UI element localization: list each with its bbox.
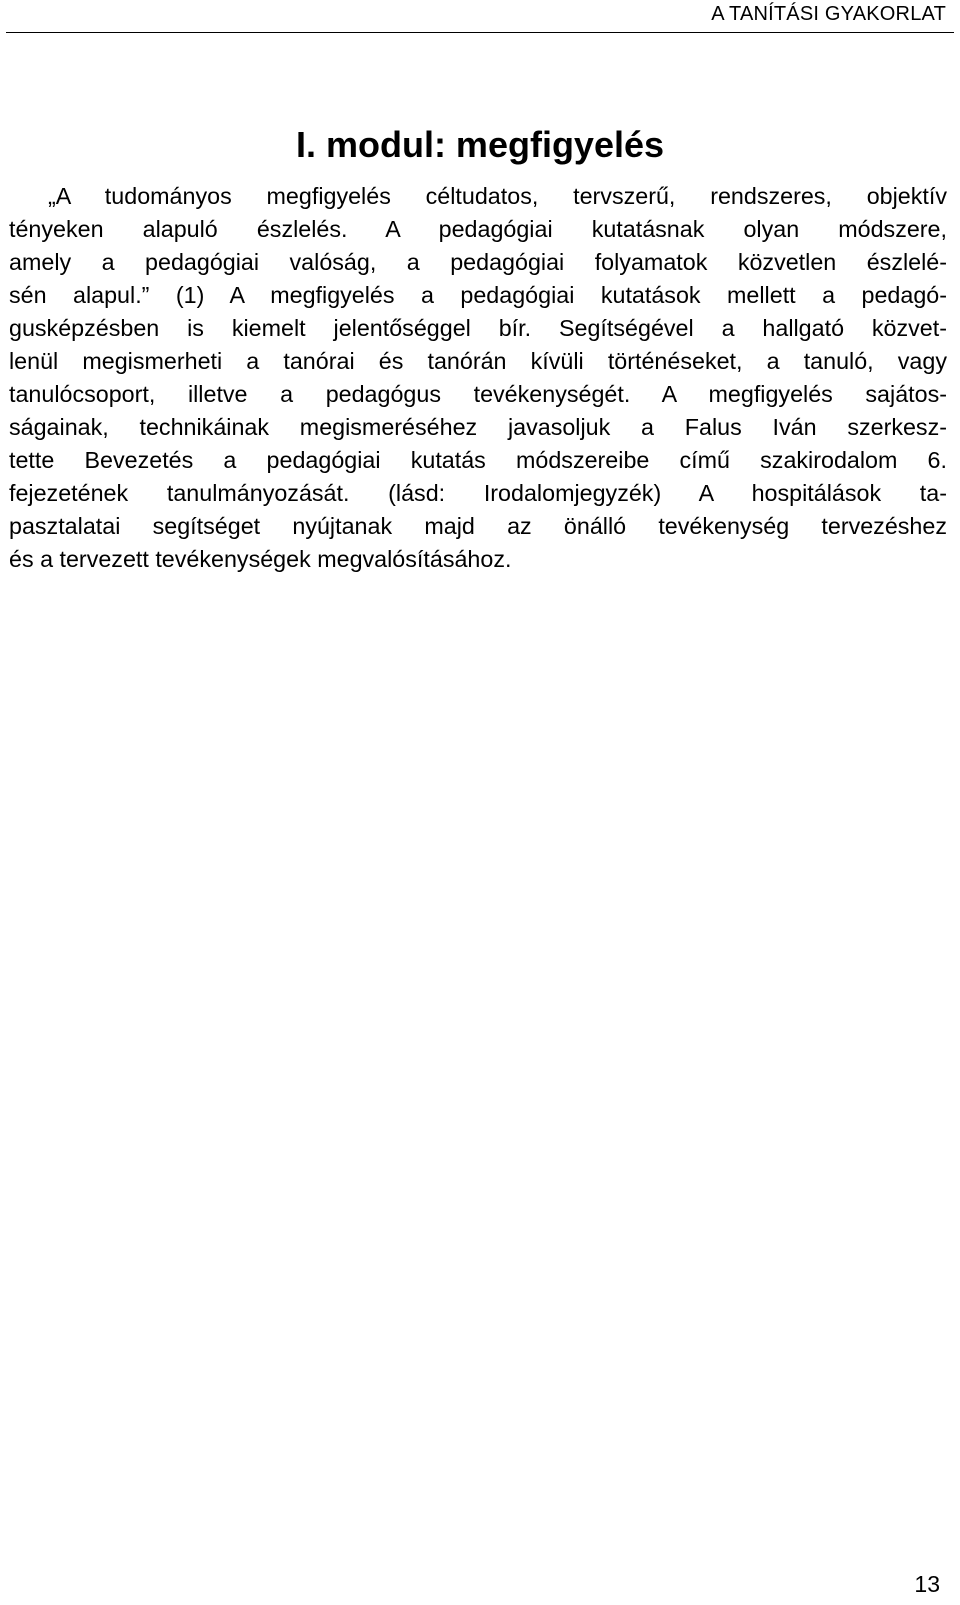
body-line: ságainak, technikáinak megismeréséhez javasoljuk a Falus Iván szerkesz-: [9, 414, 947, 440]
body-line: tényeken alapuló észlelés. A pedagógiai kutatásnak olyan módszere,: [9, 216, 947, 242]
body-line: és a tervezett tevékenységek megvalósításához.: [9, 546, 512, 572]
body-line: lenül megismerheti a tanórai és tanórán kívüli történéseket, a tanuló, vagy: [9, 348, 947, 374]
running-header: [0, 0, 960, 32]
body-line: sén alapul.” (1) A megfigyelés a pedagógiai kutatások mellett a pedagó-: [9, 282, 947, 308]
body-line: pasztalatai segítséget nyújtanak majd az önálló tevékenység tervezéshez: [9, 513, 947, 539]
body-line: tette Bevezetés a pedagógiai kutatás módszereibe című szakirodalom 6.: [9, 447, 947, 473]
body-line: fejezetének tanulmányozását. (lásd: Irodalomjegyzék) A hospitálások ta-: [9, 480, 947, 506]
body-line: amely a pedagógiai valóság, a pedagógiai folyamatok közvetlen észlelé-: [9, 249, 947, 275]
running-header-title: A TANÍTÁSI GYAKORLAT: [711, 3, 946, 25]
body-line: tanulócsoport, illetve a pedagógus tevékenységét. A megfigyelés sajátos-: [9, 381, 947, 407]
body-line: „A tudományos megfigyelés céltudatos, tervszerű, rendszeres, objektív: [48, 183, 947, 209]
header-rule: [6, 32, 954, 33]
page-number: 13: [914, 1571, 940, 1597]
body-line: gusképzésben is kiemelt jelentőséggel bír. Segítségével a hallgató közvet-: [9, 315, 947, 341]
body-paragraph: [9, 180, 947, 576]
module-title: I. modul: megfigyelés: [295, 124, 665, 165]
